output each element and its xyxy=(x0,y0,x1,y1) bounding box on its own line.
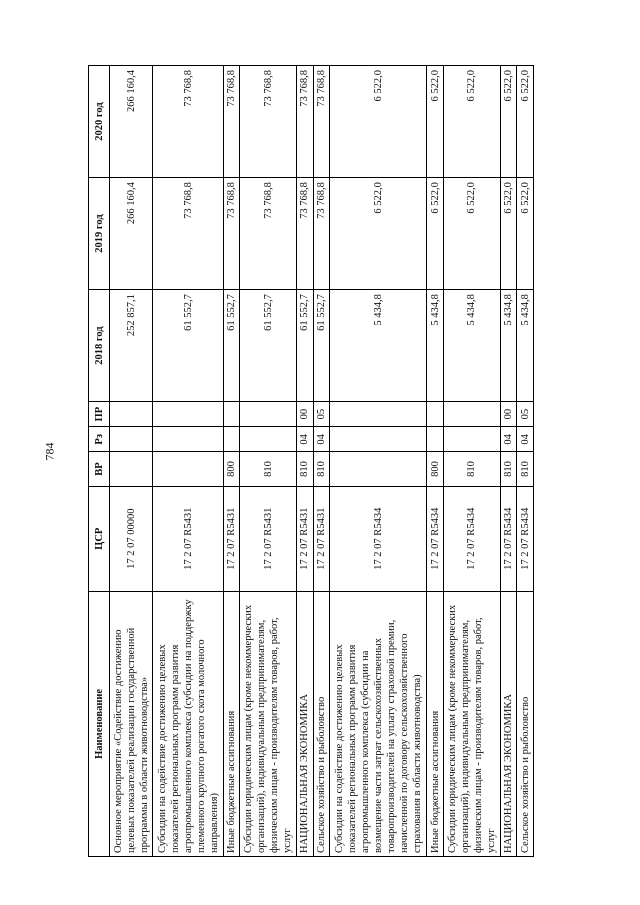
header-pr: ПР xyxy=(89,402,110,427)
cell-csr: 17 2 07 R5434 xyxy=(443,486,500,591)
cell-rz xyxy=(153,427,223,452)
cell-name: Субсидии юридическим лицам (кроме некоммерческих организаций), индивидуальным предпринимателям, физическим лицам - производителям товаров, работ, услуг xyxy=(240,591,297,856)
cell-pr: 00 xyxy=(500,402,517,427)
cell-name: Субсидии на содействие достижению целевых показателей региональных программ развития агропромышленного комплекса (субсидии на поддержку племенного крупного рогатого скота молочного направления) xyxy=(153,591,223,856)
page-number: 784 xyxy=(42,442,57,461)
cell-vr: 810 xyxy=(500,452,517,486)
cell-2020: 73 768,8 xyxy=(313,66,330,178)
cell-2019: 6 522,0 xyxy=(500,178,517,290)
cell-2018: 61 552,7 xyxy=(223,290,240,402)
cell-pr: 00 xyxy=(297,402,314,427)
cell-2019: 6 522,0 xyxy=(517,178,534,290)
cell-vr: 810 xyxy=(443,452,500,486)
cell-name: Иные бюджетные ассигнования xyxy=(427,591,444,856)
cell-csr: 17 2 07 R5431 xyxy=(240,486,297,591)
cell-vr: 810 xyxy=(297,452,314,486)
header-2020: 2020 год xyxy=(89,66,110,178)
header-rz: Рз xyxy=(89,427,110,452)
table-row xyxy=(223,66,240,857)
cell-2020: 73 768,8 xyxy=(240,66,297,178)
cell-name: Сельское хозяйство и рыболовство xyxy=(313,591,330,856)
cell-name: Сельское хозяйство и рыболовство xyxy=(517,591,534,856)
header-2018: 2018 год xyxy=(89,290,110,402)
cell-2020: 73 768,8 xyxy=(153,66,223,178)
header-csr: ЦСР xyxy=(89,486,110,591)
cell-vr: 810 xyxy=(517,452,534,486)
header-vr: ВР xyxy=(89,452,110,486)
cell-csr: 17 2 07 R5431 xyxy=(223,486,240,591)
cell-pr xyxy=(110,402,153,427)
cell-rz xyxy=(223,427,240,452)
cell-name: НАЦИОНАЛЬНАЯ ЭКОНОМИКА xyxy=(500,591,517,856)
cell-name: НАЦИОНАЛЬНАЯ ЭКОНОМИКА xyxy=(297,591,314,856)
cell-2018: 5 434,8 xyxy=(500,290,517,402)
cell-rz xyxy=(443,427,500,452)
cell-csr: 17 2 07 R5431 xyxy=(313,486,330,591)
cell-rz: 04 xyxy=(500,427,517,452)
cell-2019: 266 160,4 xyxy=(110,178,153,290)
table-row xyxy=(297,66,314,857)
cell-2019: 73 768,8 xyxy=(153,178,223,290)
cell-2020: 6 522,0 xyxy=(517,66,534,178)
cell-2018: 5 434,8 xyxy=(427,290,444,402)
table-row xyxy=(330,66,427,857)
cell-rz: 04 xyxy=(297,427,314,452)
cell-pr xyxy=(427,402,444,427)
cell-vr: 800 xyxy=(223,452,240,486)
cell-2020: 266 160,4 xyxy=(110,66,153,178)
cell-csr: 17 2 07 R5434 xyxy=(330,486,427,591)
cell-2020: 6 522,0 xyxy=(427,66,444,178)
cell-rz xyxy=(240,427,297,452)
cell-pr: 05 xyxy=(313,402,330,427)
table-row xyxy=(313,66,330,857)
cell-pr xyxy=(240,402,297,427)
cell-2020: 6 522,0 xyxy=(500,66,517,178)
cell-pr xyxy=(153,402,223,427)
table-row xyxy=(517,66,534,857)
cell-2018: 5 434,8 xyxy=(330,290,427,402)
table-row xyxy=(443,66,500,857)
table-row xyxy=(153,66,223,857)
cell-csr: 17 2 07 R5434 xyxy=(427,486,444,591)
table-row xyxy=(500,66,517,857)
cell-csr: 17 2 07 R5434 xyxy=(500,486,517,591)
budget-table xyxy=(88,65,534,857)
table-row xyxy=(110,66,153,857)
cell-pr: 05 xyxy=(517,402,534,427)
cell-2020: 73 768,8 xyxy=(223,66,240,178)
cell-2019: 73 768,8 xyxy=(223,178,240,290)
cell-2019: 6 522,0 xyxy=(330,178,427,290)
cell-rz: 04 xyxy=(313,427,330,452)
cell-2018: 252 857,1 xyxy=(110,290,153,402)
cell-rz xyxy=(330,427,427,452)
cell-pr xyxy=(443,402,500,427)
cell-vr: 800 xyxy=(427,452,444,486)
cell-2018: 61 552,7 xyxy=(240,290,297,402)
header-2019: 2019 год xyxy=(89,178,110,290)
cell-2018: 5 434,8 xyxy=(443,290,500,402)
cell-rz xyxy=(110,427,153,452)
cell-2018: 61 552,7 xyxy=(153,290,223,402)
cell-csr: 17 2 07 R5431 xyxy=(297,486,314,591)
cell-2019: 6 522,0 xyxy=(427,178,444,290)
cell-2020: 6 522,0 xyxy=(443,66,500,178)
cell-csr: 17 2 07 R5434 xyxy=(517,486,534,591)
cell-2018: 61 552,7 xyxy=(297,290,314,402)
rotated-page-content xyxy=(88,65,534,857)
cell-vr: 810 xyxy=(240,452,297,486)
cell-csr: 17 2 07 R5431 xyxy=(153,486,223,591)
cell-rz xyxy=(427,427,444,452)
cell-vr xyxy=(330,452,427,486)
cell-vr xyxy=(153,452,223,486)
cell-pr xyxy=(330,402,427,427)
table-row xyxy=(427,66,444,857)
table-row xyxy=(240,66,297,857)
cell-csr: 17 2 07 00000 xyxy=(110,486,153,591)
cell-name: Основное мероприятие «Содействие достижению целевых показателей реализации государственной программы в области животноводства» xyxy=(110,591,153,856)
cell-2019: 73 768,8 xyxy=(313,178,330,290)
cell-2019: 73 768,8 xyxy=(297,178,314,290)
cell-name: Субсидии юридическим лицам (кроме некоммерческих организаций), индивидуальным предпринимателям, физическим лицам - производителям товаров, работ, услуг xyxy=(443,591,500,856)
cell-rz: 04 xyxy=(517,427,534,452)
cell-2018: 61 552,7 xyxy=(313,290,330,402)
cell-2018: 5 434,8 xyxy=(517,290,534,402)
cell-vr xyxy=(110,452,153,486)
header-name: Наименование xyxy=(89,591,110,856)
cell-vr: 810 xyxy=(313,452,330,486)
cell-2020: 6 522,0 xyxy=(330,66,427,178)
table-header-row xyxy=(89,66,110,857)
cell-pr xyxy=(223,402,240,427)
cell-2020: 73 768,8 xyxy=(297,66,314,178)
cell-name: Иные бюджетные ассигнования xyxy=(223,591,240,856)
cell-2019: 73 768,8 xyxy=(240,178,297,290)
cell-name: Субсидии на содействие достижению целевых показателей региональных программ развития агропромышленного комплекса (субсидии на возмещение части затрат сельскохозяйственных товаропроизводителей на уплату страховой премии, начисленной по договору сельскохозяйственного страхования в области животноводства) xyxy=(330,591,427,856)
cell-2019: 6 522,0 xyxy=(443,178,500,290)
